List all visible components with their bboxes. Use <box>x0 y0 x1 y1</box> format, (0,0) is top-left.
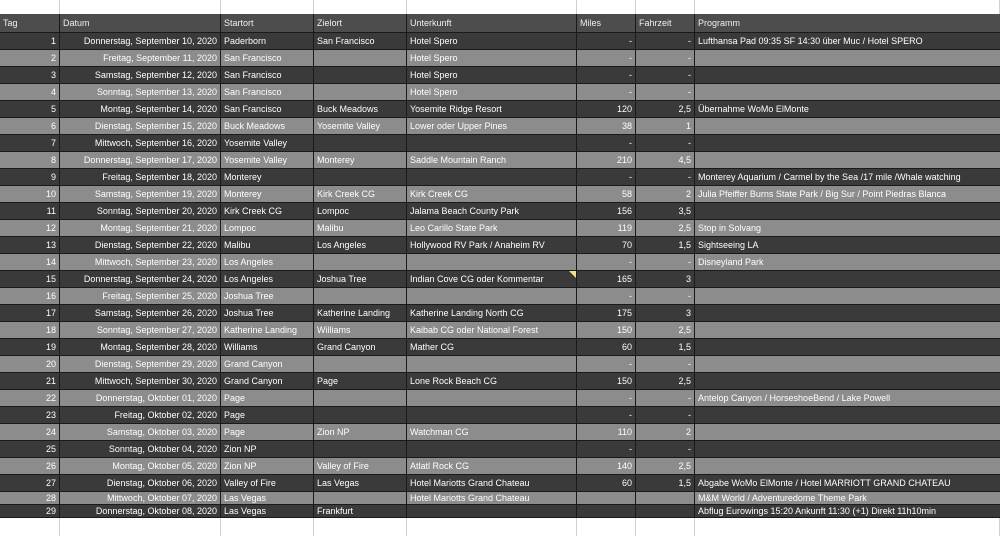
cell-tag[interactable]: 14 <box>0 254 60 270</box>
table-row <box>0 441 1000 458</box>
cell-tag[interactable]: 5 <box>0 101 60 117</box>
cell-tag[interactable]: 26 <box>0 458 60 474</box>
cell-fahrzeit[interactable]: 1,5 <box>636 237 695 253</box>
table-row <box>0 373 1000 390</box>
cell-startort[interactable]: Williams <box>221 339 314 355</box>
cell-startort[interactable]: Grand Canyon <box>221 356 314 372</box>
cell-datum[interactable]: Montag, September 28, 2020 <box>60 339 221 355</box>
cell-startort[interactable]: Kirk Creek CG <box>221 203 314 219</box>
cell-tag[interactable]: 4 <box>0 84 60 100</box>
cell-zielort[interactable]: Williams <box>314 322 407 338</box>
cell-tag[interactable]: 7 <box>0 135 60 151</box>
cell-programm[interactable]: Übernahme WoMo ElMonte <box>698 104 809 114</box>
cell-programm[interactable]: Stop in Solvang <box>698 223 762 233</box>
cell-miles[interactable]: - <box>577 84 636 100</box>
cell-zielort[interactable] <box>314 50 407 66</box>
cell-programm[interactable] <box>695 50 1000 66</box>
cell-tag[interactable]: 19 <box>0 339 60 355</box>
cell-fahrzeit[interactable]: 2,5 <box>636 220 695 236</box>
cell-miles[interactable]: 120 <box>577 101 636 117</box>
cell-zielort[interactable]: Kirk Creek CG <box>314 186 407 202</box>
cell-zielort[interactable]: Malibu <box>314 220 407 236</box>
cell-unterkunft[interactable]: Yosemite Ridge Resort <box>407 101 577 117</box>
cell-fahrzeit[interactable]: - <box>636 135 695 151</box>
cell-datum[interactable]: Donnerstag, Oktober 01, 2020 <box>60 390 221 406</box>
cell-miles[interactable]: - <box>577 390 636 406</box>
cell-tag[interactable]: 8 <box>0 152 60 168</box>
cell-miles[interactable]: - <box>577 356 636 372</box>
cell-fahrzeit[interactable]: 1 <box>636 118 695 134</box>
empty-cell[interactable] <box>407 518 577 536</box>
cell-startort[interactable]: Las Vegas <box>221 492 314 504</box>
cell-unterkunft[interactable]: Hotel Mariotts Grand Chateau <box>407 475 577 491</box>
cell-zielort[interactable]: Monterey <box>314 152 407 168</box>
cell-datum[interactable]: Mittwoch, Oktober 07, 2020 <box>60 492 221 504</box>
cell-datum[interactable]: Montag, Oktober 05, 2020 <box>60 458 221 474</box>
cell-zielort[interactable]: Lompoc <box>314 203 407 219</box>
empty-cell[interactable] <box>577 0 636 14</box>
table-row <box>0 203 1000 220</box>
header-fahrzeit[interactable]: Fahrzeit <box>636 14 695 32</box>
cell-datum[interactable]: Samstag, September 26, 2020 <box>60 305 221 321</box>
cell-programm[interactable] <box>695 322 1000 338</box>
cell-startort[interactable]: Paderborn <box>221 33 314 49</box>
cell-programm[interactable]: Sightseeing LA <box>698 240 759 250</box>
cell-miles[interactable]: - <box>577 33 636 49</box>
cell-unterkunft[interactable]: Watchman CG <box>407 424 577 440</box>
cell-fahrzeit[interactable]: 2 <box>636 424 695 440</box>
table-row <box>0 407 1000 424</box>
cell-unterkunft[interactable] <box>407 505 577 517</box>
cell-tag[interactable]: 20 <box>0 356 60 372</box>
cell-zielort[interactable]: Frankfurt <box>314 505 407 517</box>
cell-datum[interactable]: Dienstag, September 22, 2020 <box>60 237 221 253</box>
cell-miles[interactable]: 175 <box>577 305 636 321</box>
table-row <box>0 505 1000 518</box>
cell-unterkunft[interactable]: Kaibab CG oder National Forest <box>407 322 577 338</box>
header-zielort[interactable]: Zielort <box>314 14 407 32</box>
cell-startort[interactable]: Yosemite Valley <box>221 152 314 168</box>
cell-startort[interactable]: San Francisco <box>221 101 314 117</box>
cell-tag[interactable]: 28 <box>0 492 60 504</box>
cell-datum[interactable]: Sonntag, September 13, 2020 <box>60 84 221 100</box>
cell-zielort[interactable] <box>314 492 407 504</box>
cell-unterkunft[interactable] <box>407 254 577 270</box>
table-row <box>0 271 1000 288</box>
cell-miles[interactable] <box>577 492 636 504</box>
cell-unterkunft[interactable] <box>407 288 577 304</box>
cell-fahrzeit[interactable]: 2,5 <box>636 101 695 117</box>
cell-unterkunft[interactable]: Hotel Spero <box>407 50 577 66</box>
table-row <box>0 458 1000 475</box>
header-row <box>0 14 1000 33</box>
table-row <box>0 186 1000 203</box>
table-row <box>0 390 1000 407</box>
cell-miles[interactable]: - <box>577 50 636 66</box>
cell-unterkunft[interactable]: Hotel Spero <box>407 84 577 100</box>
cell-fahrzeit[interactable]: - <box>636 254 695 270</box>
cell-programm[interactable]: M&M World / Adventuredome Theme Park <box>698 493 867 503</box>
cell-programm[interactable] <box>695 152 1000 168</box>
cell-programm[interactable]: Monterey Aquarium / Carmel by the Sea /17 mile /Whale watching <box>698 172 961 182</box>
cell-zielort[interactable]: Grand Canyon <box>314 339 407 355</box>
cell-miles[interactable]: 38 <box>577 118 636 134</box>
table-row <box>0 492 1000 505</box>
cell-startort[interactable]: Lompoc <box>221 220 314 236</box>
cell-tag[interactable]: 3 <box>0 67 60 83</box>
cell-zielort[interactable]: Las Vegas <box>314 475 407 491</box>
cell-startort[interactable]: Joshua Tree <box>221 288 314 304</box>
cell-miles[interactable]: - <box>577 169 636 185</box>
cell-miles[interactable]: 210 <box>577 152 636 168</box>
cell-miles[interactable]: 119 <box>577 220 636 236</box>
cell-programm[interactable] <box>695 339 1000 355</box>
cell-miles[interactable]: - <box>577 254 636 270</box>
cell-fahrzeit[interactable]: - <box>636 288 695 304</box>
cell-programm[interactable] <box>695 288 1000 304</box>
cell-datum[interactable]: Dienstag, September 15, 2020 <box>60 118 221 134</box>
table-row <box>0 101 1000 118</box>
cell-tag[interactable]: 24 <box>0 424 60 440</box>
cell-fahrzeit[interactable] <box>636 505 695 517</box>
table-row <box>0 169 1000 186</box>
cell-zielort[interactable]: San Francisco <box>314 33 407 49</box>
cell-miles[interactable]: - <box>577 407 636 423</box>
cell-zielort[interactable]: Page <box>314 373 407 389</box>
table-row <box>0 475 1000 492</box>
cell-datum[interactable]: Sonntag, September 27, 2020 <box>60 322 221 338</box>
cell-datum[interactable]: Samstag, Oktober 03, 2020 <box>60 424 221 440</box>
cell-zielort[interactable] <box>314 84 407 100</box>
cell-zielort[interactable] <box>314 441 407 457</box>
cell-miles[interactable]: 150 <box>577 322 636 338</box>
cell-programm[interactable] <box>695 441 1000 457</box>
cell-miles[interactable]: 70 <box>577 237 636 253</box>
cell-unterkunft[interactable]: Katherine Landing North CG <box>407 305 577 321</box>
cell-tag[interactable]: 12 <box>0 220 60 236</box>
cell-zielort[interactable]: Los Angeles <box>314 237 407 253</box>
cell-programm[interactable]: Lufthansa Pad 09:35 SF 14:30 über Muc / Hotel SPERO <box>698 36 923 46</box>
cell-miles[interactable]: - <box>577 441 636 457</box>
empty-cell[interactable] <box>695 518 1000 536</box>
cell-miles[interactable]: - <box>577 67 636 83</box>
cell-programm[interactable] <box>695 424 1000 440</box>
cell-tag[interactable]: 10 <box>0 186 60 202</box>
cell-startort[interactable]: Los Angeles <box>221 254 314 270</box>
cell-fahrzeit[interactable]: 2,5 <box>636 373 695 389</box>
cell-unterkunft[interactable] <box>407 390 577 406</box>
cell-unterkunft[interactable]: Kirk Creek CG <box>407 186 577 202</box>
cell-fahrzeit[interactable]: - <box>636 390 695 406</box>
cell-miles[interactable]: 165 <box>577 271 636 287</box>
cell-zielort[interactable] <box>314 254 407 270</box>
cell-fahrzeit[interactable]: 1,5 <box>636 475 695 491</box>
empty-cell[interactable] <box>221 0 314 14</box>
empty-cell[interactable] <box>0 0 60 14</box>
cell-zielort[interactable] <box>314 356 407 372</box>
empty-cell[interactable] <box>221 518 314 536</box>
cell-zielort[interactable]: Valley of Fire <box>314 458 407 474</box>
cell-programm[interactable] <box>695 305 1000 321</box>
cell-miles[interactable]: 150 <box>577 373 636 389</box>
cell-datum[interactable]: Mittwoch, September 30, 2020 <box>60 373 221 389</box>
cell-miles[interactable]: 110 <box>577 424 636 440</box>
cell-programm[interactable]: Disneyland Park <box>698 257 764 267</box>
cell-unterkunft[interactable] <box>407 441 577 457</box>
cell-tag[interactable]: 27 <box>0 475 60 491</box>
cell-fahrzeit[interactable]: 2,5 <box>636 322 695 338</box>
cell-programm[interactable]: Abgabe WoMo ElMonte / Hotel MARRIOTT GRAND CHATEAU <box>698 478 951 488</box>
cell-unterkunft[interactable]: Hotel Spero <box>407 67 577 83</box>
table-row <box>0 135 1000 152</box>
blank-row <box>0 0 1000 14</box>
table-row <box>0 288 1000 305</box>
header-tag[interactable]: Tag <box>0 14 60 32</box>
cell-unterkunft[interactable] <box>407 407 577 423</box>
table-row <box>0 356 1000 373</box>
cell-startort[interactable]: Page <box>221 424 314 440</box>
table-row <box>0 33 1000 50</box>
cell-tag[interactable]: 16 <box>0 288 60 304</box>
cell-zielort[interactable] <box>314 135 407 151</box>
cell-tag[interactable]: 17 <box>0 305 60 321</box>
cell-startort[interactable]: Monterey <box>221 169 314 185</box>
cell-startort[interactable]: San Francisco <box>221 67 314 83</box>
cell-programm[interactable] <box>695 356 1000 372</box>
cell-startort[interactable]: Malibu <box>221 237 314 253</box>
table-row <box>0 424 1000 441</box>
cell-datum[interactable]: Sonntag, September 20, 2020 <box>60 203 221 219</box>
cell-datum[interactable]: Donnerstag, September 24, 2020 <box>60 271 221 287</box>
cell-tag[interactable]: 23 <box>0 407 60 423</box>
cell-programm[interactable] <box>695 84 1000 100</box>
header-unterkunft[interactable]: Unterkunft <box>407 14 577 32</box>
cell-unterkunft[interactable]: Jalama Beach County Park <box>407 203 577 219</box>
table-row <box>0 152 1000 169</box>
header-startort[interactable]: Startort <box>221 14 314 32</box>
cell-unterkunft[interactable] <box>407 169 577 185</box>
cell-tag[interactable]: 25 <box>0 441 60 457</box>
cell-fahrzeit[interactable]: 1,5 <box>636 339 695 355</box>
cell-programm[interactable]: Abflug Eurowings 15:20 Ankunft 11:30 (+1) Direkt 11h10min <box>698 506 937 516</box>
empty-cell[interactable] <box>314 518 407 536</box>
table-row <box>0 339 1000 356</box>
cell-startort[interactable]: Yosemite Valley <box>221 135 314 151</box>
cell-fahrzeit[interactable]: 3 <box>636 271 695 287</box>
blank-row <box>0 518 1000 536</box>
cell-zielort[interactable] <box>314 407 407 423</box>
cell-datum[interactable]: Freitag, September 18, 2020 <box>60 169 221 185</box>
cell-programm[interactable] <box>695 135 1000 151</box>
cell-startort[interactable]: Las Vegas <box>221 505 314 517</box>
header-datum[interactable]: Datum <box>60 14 221 32</box>
empty-cell[interactable] <box>577 518 636 536</box>
cell-programm[interactable] <box>695 458 1000 474</box>
cell-startort[interactable]: Page <box>221 390 314 406</box>
cell-unterkunft[interactable] <box>407 135 577 151</box>
empty-cell[interactable] <box>695 0 1000 14</box>
cell-programm[interactable]: Julia Pfeiffer Burns State Park / Big Sur / Point Piedras Blanca <box>698 189 946 199</box>
cell-datum[interactable]: Freitag, Oktober 02, 2020 <box>60 407 221 423</box>
cell-unterkunft[interactable]: Mather CG <box>407 339 577 355</box>
cell-datum[interactable]: Donnerstag, Oktober 08, 2020 <box>60 505 221 517</box>
cell-fahrzeit[interactable]: - <box>636 169 695 185</box>
cell-startort[interactable]: Los Angeles <box>221 271 314 287</box>
cell-datum[interactable]: Montag, September 21, 2020 <box>60 220 221 236</box>
empty-cell[interactable] <box>314 0 407 14</box>
cell-datum[interactable]: Dienstag, Oktober 06, 2020 <box>60 475 221 491</box>
cell-zielort[interactable]: Zion NP <box>314 424 407 440</box>
cell-zielort[interactable] <box>314 390 407 406</box>
empty-cell[interactable] <box>407 0 577 14</box>
cell-fahrzeit[interactable]: - <box>636 407 695 423</box>
cell-programm[interactable] <box>695 118 1000 134</box>
cell-fahrzeit[interactable]: - <box>636 33 695 49</box>
cell-datum[interactable]: Dienstag, September 29, 2020 <box>60 356 221 372</box>
cell-fahrzeit[interactable]: 2,5 <box>636 458 695 474</box>
cell-startort[interactable]: Page <box>221 407 314 423</box>
cell-tag[interactable]: 21 <box>0 373 60 389</box>
cell-fahrzeit[interactable]: - <box>636 50 695 66</box>
cell-zielort[interactable] <box>314 169 407 185</box>
cell-fahrzeit[interactable]: - <box>636 84 695 100</box>
cell-unterkunft[interactable]: Atlatl Rock CG <box>407 458 577 474</box>
cell-fahrzeit[interactable]: - <box>636 67 695 83</box>
cell-unterkunft[interactable]: Leo Carillo State Park <box>407 220 577 236</box>
cell-miles[interactable]: - <box>577 288 636 304</box>
cell-startort[interactable]: Valley of Fire <box>221 475 314 491</box>
cell-programm[interactable]: Antelop Canyon / HorseshoeBend / Lake Powell <box>698 393 891 403</box>
cell-tag[interactable]: 9 <box>0 169 60 185</box>
cell-fahrzeit[interactable]: - <box>636 356 695 372</box>
cell-miles[interactable]: 140 <box>577 458 636 474</box>
cell-zielort[interactable] <box>314 288 407 304</box>
cell-unterkunft[interactable]: Lower oder Upper Pines <box>407 118 577 134</box>
cell-datum[interactable]: Freitag, September 25, 2020 <box>60 288 221 304</box>
cell-miles[interactable]: 60 <box>577 475 636 491</box>
cell-zielort[interactable]: Joshua Tree <box>314 271 407 287</box>
table-row <box>0 305 1000 322</box>
cell-datum[interactable]: Samstag, September 12, 2020 <box>60 67 221 83</box>
cell-unterkunft[interactable]: Hotel Spero <box>407 33 577 49</box>
cell-tag[interactable]: 11 <box>0 203 60 219</box>
cell-startort[interactable]: Monterey <box>221 186 314 202</box>
cell-tag[interactable]: 18 <box>0 322 60 338</box>
cell-startort[interactable]: San Francisco <box>221 84 314 100</box>
cell-startort[interactable]: Joshua Tree <box>221 305 314 321</box>
cell-unterkunft[interactable]: Indian Cove CG oder Kommentar <box>407 271 577 287</box>
cell-programm[interactable] <box>695 67 1000 83</box>
cell-programm[interactable] <box>695 271 1000 287</box>
table-row <box>0 254 1000 271</box>
cell-zielort[interactable]: Katherine Landing <box>314 305 407 321</box>
cell-datum[interactable]: Montag, September 14, 2020 <box>60 101 221 117</box>
cell-fahrzeit[interactable]: 4,5 <box>636 152 695 168</box>
cell-unterkunft[interactable]: Hotel Mariotts Grand Chateau <box>407 492 577 504</box>
cell-startort[interactable]: Zion NP <box>221 441 314 457</box>
cell-datum[interactable]: Sonntag, Oktober 04, 2020 <box>60 441 221 457</box>
empty-cell[interactable] <box>0 518 60 536</box>
table-row <box>0 84 1000 101</box>
cell-datum[interactable]: Donnerstag, September 17, 2020 <box>60 152 221 168</box>
cell-startort[interactable]: Buck Meadows <box>221 118 314 134</box>
cell-tag[interactable]: 22 <box>0 390 60 406</box>
empty-cell[interactable] <box>60 0 221 14</box>
cell-startort[interactable]: San Francisco <box>221 50 314 66</box>
cell-tag[interactable]: 13 <box>0 237 60 253</box>
cell-programm[interactable] <box>695 407 1000 423</box>
cell-miles[interactable]: 156 <box>577 203 636 219</box>
cell-miles[interactable] <box>577 505 636 517</box>
empty-cell[interactable] <box>60 518 221 536</box>
table-row <box>0 50 1000 67</box>
table-row <box>0 322 1000 339</box>
cell-zielort[interactable] <box>314 67 407 83</box>
cell-fahrzeit[interactable]: 3 <box>636 305 695 321</box>
cell-startort[interactable]: Zion NP <box>221 458 314 474</box>
cell-fahrzeit[interactable]: - <box>636 441 695 457</box>
cell-datum[interactable]: Mittwoch, September 23, 2020 <box>60 254 221 270</box>
cell-tag[interactable]: 6 <box>0 118 60 134</box>
cell-programm[interactable] <box>695 373 1000 389</box>
cell-tag[interactable]: 1 <box>0 33 60 49</box>
cell-startort[interactable]: Grand Canyon <box>221 373 314 389</box>
table-row <box>0 67 1000 84</box>
cell-tag[interactable]: 2 <box>0 50 60 66</box>
cell-zielort[interactable]: Yosemite Valley <box>314 118 407 134</box>
cell-startort[interactable]: Katherine Landing <box>221 322 314 338</box>
table-row <box>0 118 1000 135</box>
cell-datum[interactable]: Donnerstag, September 10, 2020 <box>60 33 221 49</box>
cell-fahrzeit[interactable]: 3,5 <box>636 203 695 219</box>
cell-zielort[interactable]: Buck Meadows <box>314 101 407 117</box>
cell-fahrzeit[interactable]: 2 <box>636 186 695 202</box>
table-row <box>0 237 1000 254</box>
empty-cell[interactable] <box>636 0 695 14</box>
cell-tag[interactable]: 15 <box>0 271 60 287</box>
header-programm[interactable]: Programm <box>698 18 741 28</box>
cell-unterkunft[interactable] <box>407 356 577 372</box>
empty-cell[interactable] <box>636 518 695 536</box>
cell-miles[interactable]: 60 <box>577 339 636 355</box>
header-miles[interactable]: Miles <box>577 14 636 32</box>
cell-datum[interactable]: Samstag, September 19, 2020 <box>60 186 221 202</box>
cell-programm[interactable] <box>695 203 1000 219</box>
cell-miles[interactable]: - <box>577 135 636 151</box>
table-row <box>0 220 1000 237</box>
cell-unterkunft[interactable]: Hollywood RV Park / Anaheim RV <box>407 237 577 253</box>
cell-unterkunft[interactable]: Saddle Mountain Ranch <box>407 152 577 168</box>
cell-miles[interactable]: 58 <box>577 186 636 202</box>
cell-datum[interactable]: Freitag, September 11, 2020 <box>60 50 221 66</box>
cell-unterkunft[interactable]: Lone Rock Beach CG <box>407 373 577 389</box>
cell-datum[interactable]: Mittwoch, September 16, 2020 <box>60 135 221 151</box>
cell-tag[interactable]: 29 <box>0 505 60 517</box>
cell-fahrzeit[interactable] <box>636 492 695 504</box>
